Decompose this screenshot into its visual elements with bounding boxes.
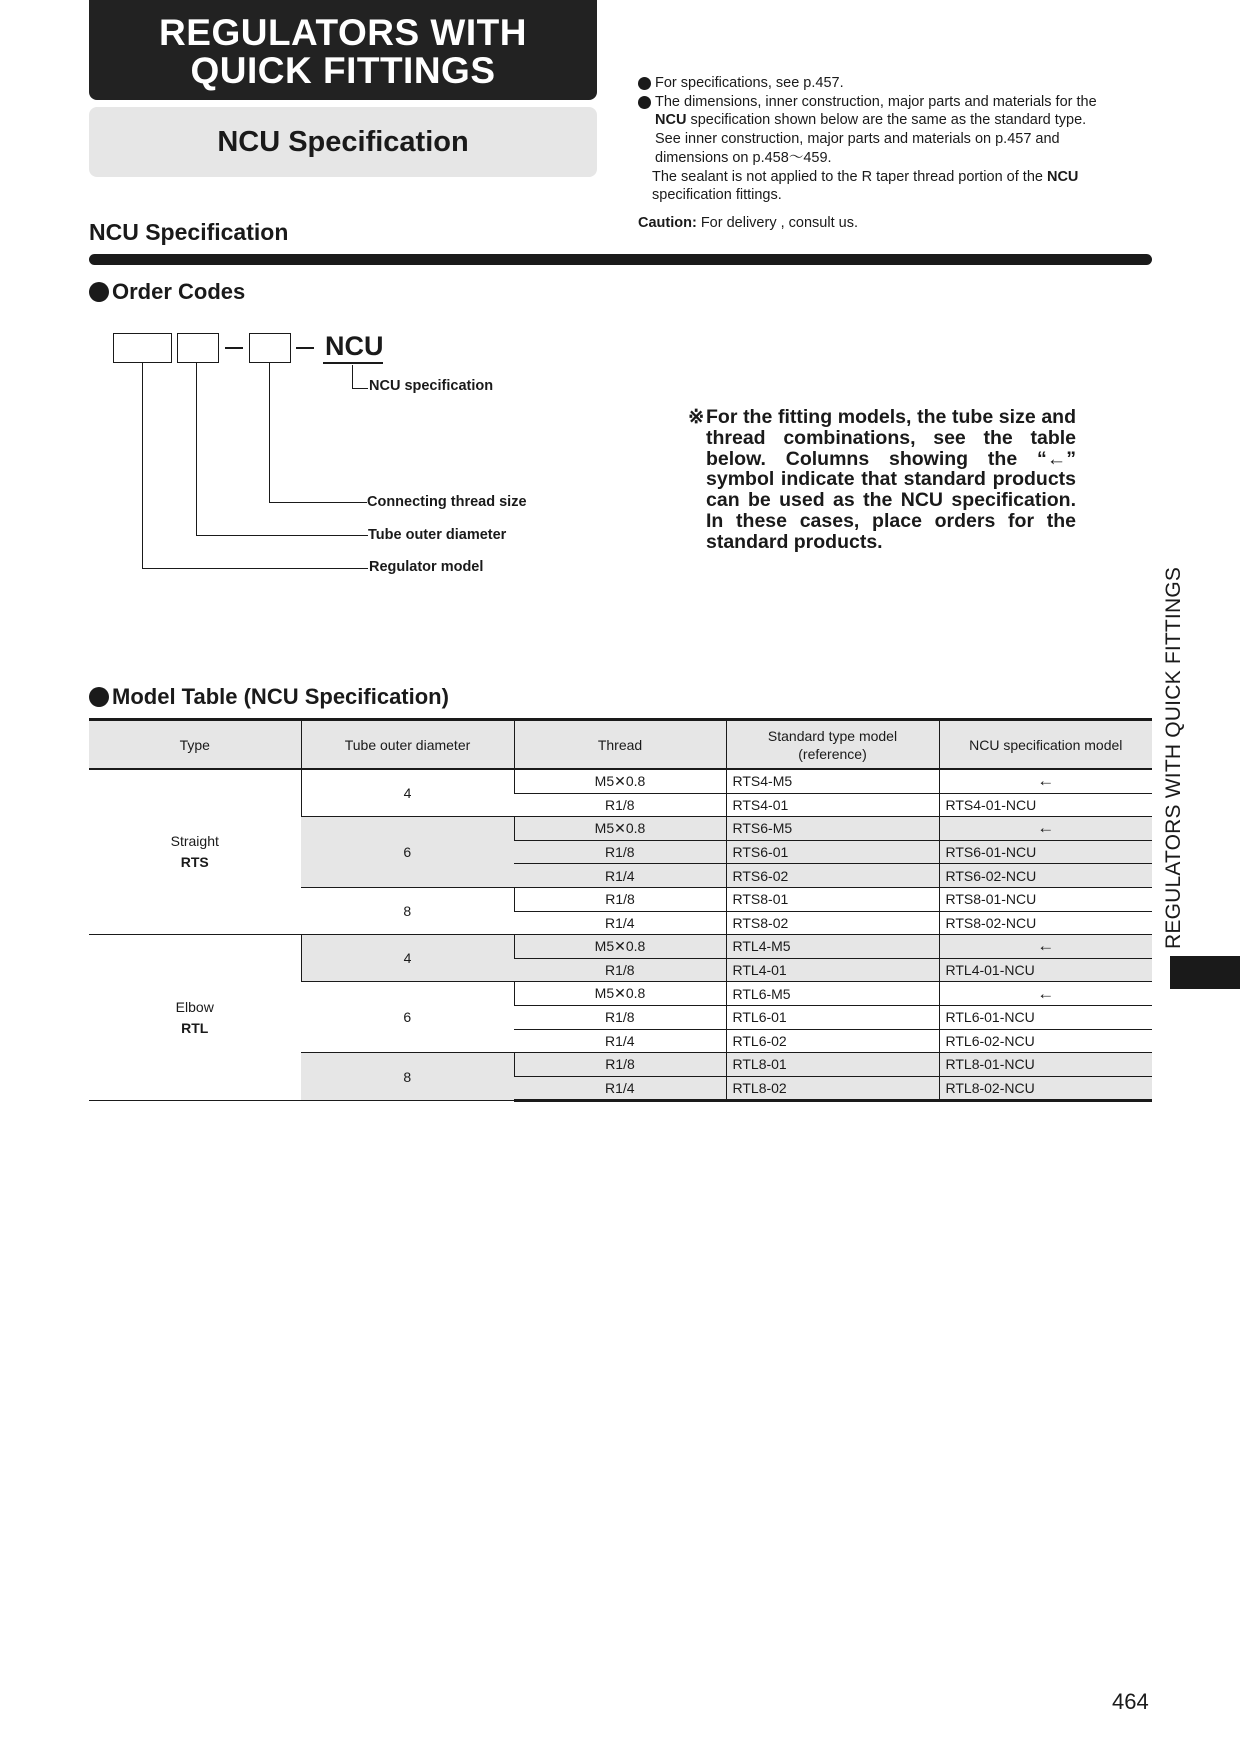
tube-diameter-cell: 4 [301, 769, 514, 817]
note-item [638, 168, 1158, 205]
leader-line [142, 568, 368, 569]
thread-cell: R1/8 [514, 793, 726, 817]
bullet-icon [89, 687, 109, 707]
note-text: specification shown below are the same as the standard type. [686, 112, 1087, 129]
page-number: 464 [1112, 1689, 1149, 1714]
standard-model-cell: RTS4-M5 [726, 769, 939, 793]
type-name: Straight [170, 833, 219, 850]
header-ncu-model: NCU specification model [939, 720, 1152, 770]
type-cell [89, 935, 301, 1101]
header-standard-model [726, 720, 939, 770]
thread-cell: R1/8 [514, 1005, 726, 1029]
ncu-model-cell: RTL6-02-NCU [939, 1029, 1152, 1053]
standard-model-cell: RTL6-M5 [726, 982, 939, 1006]
bullet-icon [638, 96, 651, 109]
ncu-model-cell: RTL8-02-NCU [939, 1076, 1152, 1101]
header-std-line2: (reference) [798, 745, 867, 762]
note-text: dimensions on p.458～459. [655, 149, 832, 166]
leader-line [269, 363, 270, 502]
bullet-icon [89, 282, 109, 302]
thread-cell: R1/8 [514, 887, 726, 911]
leader-line [352, 365, 353, 388]
leader-line [196, 363, 197, 535]
standard-model-cell: RTL6-02 [726, 1029, 939, 1053]
ncu-model-cell: RTS8-02-NCU [939, 911, 1152, 935]
same-as-standard-arrow-icon: ← [939, 817, 1152, 841]
bullet-icon [638, 77, 651, 90]
standard-model-cell: RTL6-01 [726, 1005, 939, 1029]
leader-line [196, 535, 368, 536]
type-cell [89, 769, 301, 935]
table-row [89, 769, 1152, 793]
header-thread: Thread [514, 720, 726, 770]
note-text: The dimensions, inner construction, major parts and materials for the [655, 93, 1097, 110]
standard-model-cell: RTS6-01 [726, 840, 939, 864]
same-as-standard-arrow-icon: ← [939, 769, 1152, 793]
code-dash [296, 347, 314, 349]
header-std-line1: Standard type model [767, 727, 898, 744]
thread-cell: R1/8 [514, 1053, 726, 1077]
table-row [89, 935, 1152, 959]
section-divider [89, 254, 1152, 265]
thread-cell: R1/4 [514, 1076, 726, 1101]
model-table-heading [89, 684, 449, 710]
tube-diameter-cell: 8 [301, 887, 514, 934]
tube-diameter-cell: 8 [301, 1053, 514, 1101]
reference-mark: ※ [688, 406, 705, 428]
standard-model-cell: RTL4-M5 [726, 935, 939, 959]
notice-text: For the fitting models, the tube size and thread combinations, see the table below. Columns showing the “←” symbol indicate that standard products can be used as the NCU specification. In these cases, place orders for the standard products. [706, 406, 1076, 553]
standard-model-cell: RTL8-02 [726, 1076, 939, 1101]
ncu-model-cell: RTL8-01-NCU [939, 1053, 1152, 1077]
tube-diameter-cell: 6 [301, 817, 514, 888]
caution-label: Caution: [638, 215, 697, 231]
thread-cell: R1/4 [514, 1029, 726, 1053]
leader-line [269, 502, 367, 503]
standard-model-cell: RTS6-02 [726, 864, 939, 888]
header-type: Type [89, 720, 301, 770]
note-text: See inner construction, major parts and materials on p.457 and [655, 131, 1060, 148]
note-text: specification fittings. [652, 187, 782, 204]
note-bold: NCU [1046, 168, 1079, 185]
model-table [89, 718, 1152, 1102]
standard-model-cell: RTS8-01 [726, 887, 939, 911]
standard-model-cell: RTL4-01 [726, 958, 939, 982]
header-tube: Tube outer diameter [301, 720, 514, 770]
type-name: Elbow [175, 998, 214, 1015]
page-subtitle: NCU Specification [217, 125, 469, 158]
ncu-model-cell: RTS4-01-NCU [939, 793, 1152, 817]
fitting-notice [688, 406, 1076, 553]
caution-note [638, 215, 858, 231]
label-thread-size: Connecting thread size [367, 494, 527, 510]
standard-model-cell: RTS8-02 [726, 911, 939, 935]
thread-cell: M5✕0.8 [514, 982, 726, 1006]
ncu-underline [323, 362, 383, 364]
side-tab-marker [1170, 956, 1240, 989]
thread-cell: M5✕0.8 [514, 817, 726, 841]
standard-model-cell: RTS6-M5 [726, 817, 939, 841]
section-title: NCU Specification [89, 219, 289, 245]
model-table-heading-text: Model Table (NCU Specification) [112, 684, 449, 709]
code-box-model [113, 333, 172, 363]
order-codes-heading [89, 279, 245, 305]
ncu-model-cell: RTL6-01-NCU [939, 1005, 1152, 1029]
thread-cell: R1/4 [514, 911, 726, 935]
note-text: For specifications, see p.457. [655, 75, 844, 91]
page-title: REGULATORS WITH QUICK FITTINGS [159, 12, 527, 91]
code-dash [225, 347, 243, 349]
leader-line [352, 388, 368, 389]
thread-cell: M5✕0.8 [514, 935, 726, 959]
caution-text: For delivery , consult us. [696, 215, 858, 231]
ncu-code: NCU [325, 331, 384, 361]
label-tube-diameter: Tube outer diameter [368, 527, 507, 543]
ncu-model-cell: RTL4-01-NCU [939, 958, 1152, 982]
side-label: REGULATORS WITH QUICK FITTINGS [1162, 566, 1185, 949]
spec-notes [638, 74, 1158, 205]
header-title-box [89, 0, 597, 100]
tube-diameter-cell: 6 [301, 982, 514, 1053]
leader-line [142, 363, 143, 568]
code-box-thread [249, 333, 291, 363]
label-ncu-specification: NCU specification [369, 378, 494, 394]
ncu-model-cell: RTS6-02-NCU [939, 864, 1152, 888]
note-item [638, 93, 1158, 168]
same-as-standard-arrow-icon: ← [939, 935, 1152, 959]
code-box-tube [177, 333, 219, 363]
standard-model-cell: RTS4-01 [726, 793, 939, 817]
note-text: The sealant is not applied to the R taper thread portion of the [652, 168, 1047, 185]
header-subtitle-box [89, 107, 597, 177]
same-as-standard-arrow-icon: ← [939, 982, 1152, 1006]
note-bold: NCU [655, 112, 687, 129]
standard-model-cell: RTL8-01 [726, 1053, 939, 1077]
ncu-model-cell: RTS6-01-NCU [939, 840, 1152, 864]
thread-cell: M5✕0.8 [514, 769, 726, 793]
thread-cell: R1/4 [514, 864, 726, 888]
note-item [638, 74, 1158, 93]
order-codes-heading-text: Order Codes [112, 279, 246, 304]
type-code: RTL [181, 1019, 209, 1036]
type-code: RTS [180, 854, 209, 871]
label-regulator-model: Regulator model [369, 559, 484, 575]
table-header-row [89, 720, 1152, 770]
ncu-model-cell: RTS8-01-NCU [939, 887, 1152, 911]
tube-diameter-cell: 4 [301, 935, 514, 982]
thread-cell: R1/8 [514, 840, 726, 864]
thread-cell: R1/8 [514, 958, 726, 982]
